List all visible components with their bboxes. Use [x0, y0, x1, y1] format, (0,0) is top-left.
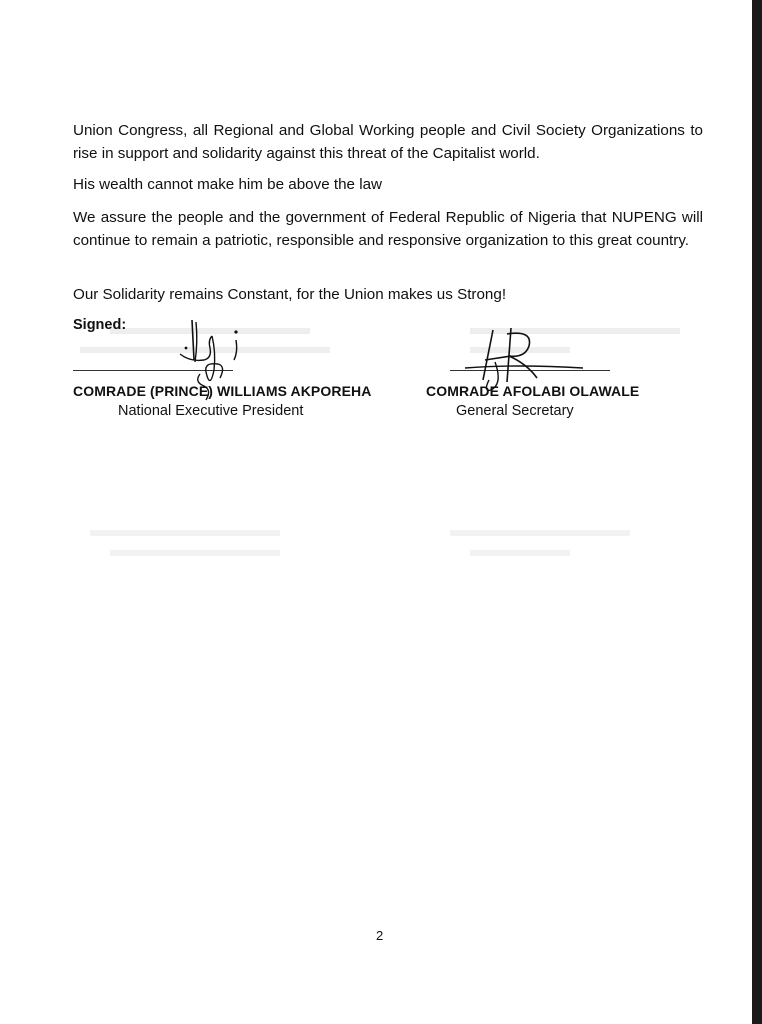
- signer-title-president: National Executive President: [118, 403, 304, 419]
- signer-name-president: COMRADE (PRINCE) WILLIAMS AKPOREHA: [73, 383, 372, 399]
- paragraph-wealth-law: His wealth cannot make him be above the law: [73, 176, 382, 193]
- page-edge-border: [752, 0, 762, 1024]
- paragraph-call-to-solidarity: Union Congress, all Regional and Global Working people and Civil Society Organizations to rise in support and solidarity against this threat of the Capitalist world.: [73, 122, 703, 162]
- paragraph-assurance: We assure the people and the government of Federal Republic of Nigeria that NUPENG will continue to remain a patriotic, responsible and responsive organization to this great country.: [73, 209, 703, 249]
- signed-label: Signed:: [73, 317, 127, 333]
- signer-name-general-secretary: COMRADE AFOLABI OLAWALE: [426, 383, 640, 399]
- signer-title-general-secretary: General Secretary: [456, 403, 574, 419]
- page-number: 2: [376, 928, 384, 943]
- paragraph-closing-slogan: Our Solidarity remains Constant, for the Union makes us Strong!: [73, 286, 507, 303]
